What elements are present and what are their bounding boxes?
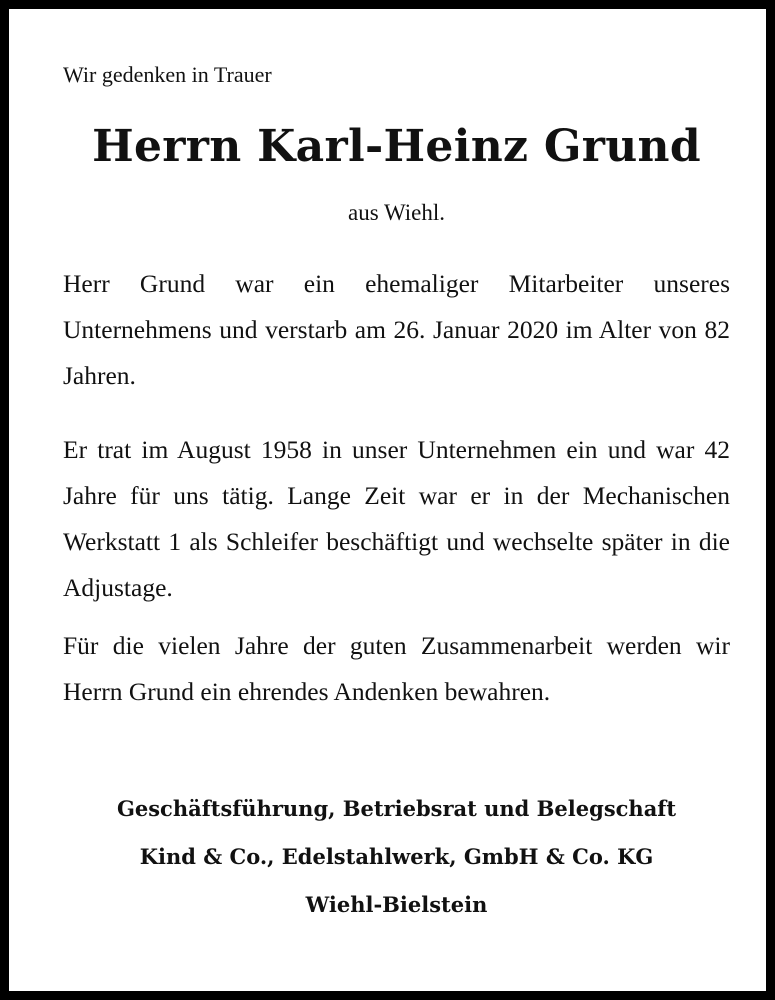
intro-line: Wir gedenken in Trauer <box>63 62 272 87</box>
paragraph-biography: Herr Grund war ein ehemaliger Mitarbeiter unseres Unternehmens und verstarb am 26. Januar 2020 im Alter von 82 Jahren. <box>63 269 730 390</box>
signature-line-location: Wiehl-Bielstein <box>305 892 488 917</box>
signature-line-management: Geschäftsführung, Betriebsrat und Belegschaft <box>116 796 677 821</box>
signature-line-company: Kind & Co., Edelstahlwerk, GmbH & Co. KG <box>139 844 654 869</box>
paragraph-career: Er trat im August 1958 in unser Unternehmen ein und war 42 Jahre für uns tätig. Lange Zeit war er in der Mechanischen Werkstatt 1 als Schleifer beschäftigt und wechselte später in die Adjustage. <box>63 435 730 602</box>
signature-block <box>63 785 730 929</box>
notice-content <box>63 59 730 929</box>
paragraph-gratitude: Für die vielen Jahre der guten Zusammenarbeit werden wir Herrn Grund ein ehrendes Andenken bewahren. <box>63 631 730 706</box>
origin-line: aus Wiehl. <box>347 200 446 225</box>
deceased-name: Herrn Karl-Heinz Grund <box>92 121 701 172</box>
